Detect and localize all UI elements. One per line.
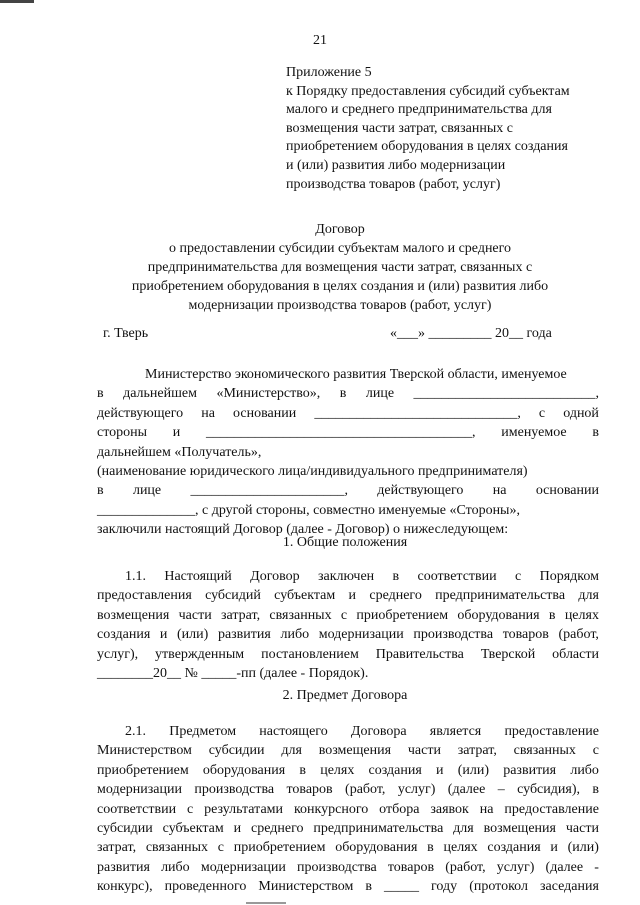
word: результатами [204,801,284,817]
word: субсидий [205,588,261,604]
word: лице [365,386,395,402]
word: на [479,801,494,817]
word: в [392,569,400,584]
recipient-representative-blank: ______________________, [190,483,348,499]
word: для [578,588,599,604]
word: с [592,743,599,759]
word: году [431,879,458,895]
appendix-block [286,64,616,194]
word: утвержденным [155,646,245,662]
word: Правительства [375,646,464,662]
word: оборудования [457,607,540,623]
word: – [497,782,505,798]
preamble-line: ______________, с другой стороны, совместно именуемые «Стороны», [97,502,520,518]
word: приобретением [356,607,449,623]
word: в [548,607,556,623]
word: на [201,405,215,421]
clause-line [97,567,599,586]
contract-place: г. Тверь [103,326,149,341]
word: предпринимательства [435,588,566,604]
word: (далее [447,782,486,798]
preamble-line [97,481,599,500]
section-2-body [97,722,599,897]
clause-line [97,741,599,760]
appendix-line: производства товаров (работ, услуг) [286,176,501,192]
word: и [348,588,357,604]
word: и [172,425,181,441]
preamble-line [97,404,599,423]
word: развития [217,627,271,643]
document-title [60,220,620,315]
word: именуемое [501,425,567,441]
word: затрат, [457,743,497,759]
clause-line [97,838,599,857]
word: целях [564,607,599,623]
contract-date: «___» _________ 20__ года [390,326,552,341]
word: оборудования [202,762,286,778]
word: является [429,724,482,739]
word: заявок [430,801,469,817]
word: в [97,483,104,499]
word: и [159,627,168,643]
word: товаров [502,627,549,643]
word: целях [443,840,478,856]
word: части [178,607,212,623]
word: в [299,762,306,778]
word: настоящего [259,724,328,739]
word: модернизации [318,627,404,643]
word: связанных [513,743,576,759]
preamble-line [97,423,599,442]
word: создания [97,627,151,643]
word: «Министерство», [216,386,321,402]
word: услуг) [397,782,436,798]
word: с [217,840,224,856]
word: конкурс), [97,879,153,895]
word: с [187,801,194,817]
title-line: предпринимательства для возмещения части затрат, связанных с [147,260,533,275]
preamble-line: заключили настоящий Договор (далее - Договор) о нижеследующем: [97,522,509,538]
word: лице [132,483,162,499]
title-line: модернизации производства товаров (работ, услуг) [188,298,492,313]
word: отбора [379,801,420,817]
preamble-line [97,384,599,403]
word: (работ, [445,859,486,875]
clause-line: ________20__ № _____-пп (далее - Порядок). [97,666,369,682]
clause-line [97,819,599,838]
word: Министерством [97,743,192,759]
scan-edge-mark [246,902,286,904]
recipient-blank: ______________________________________, [206,425,476,441]
clause-line [97,858,599,877]
section-1-heading: 1. Общие положения [282,535,408,550]
word: и [233,821,242,837]
word: товаров [387,859,435,875]
page-number: 21 [313,33,327,48]
clause-line [97,625,599,644]
scan-edge-mark [0,0,34,3]
title-line: приобретением оборудования в целях создания и (или) развития либо [131,279,549,294]
word: для [281,743,302,759]
word: с [515,569,522,584]
basis-blank: _____________________________, [314,405,521,421]
word: возмещения [97,607,170,623]
word: в [97,386,104,402]
word: области [552,646,599,662]
clause-line [97,780,599,799]
word: модернизации [97,782,182,798]
clause-number: 1.1. [125,569,146,584]
word: заключен [317,569,375,584]
word: связанных [145,840,209,856]
word: и [550,840,558,856]
word: на [492,483,507,499]
word: заседания [540,879,599,895]
clause-number: 2.1. [125,724,146,739]
word: одной [563,405,599,421]
word: соответствии [417,569,497,584]
word: целях [320,762,355,778]
preamble [97,365,599,540]
word: субъектам [274,588,336,604]
word: в [592,425,599,441]
clause-line [97,645,599,664]
word: Настоящий [164,569,232,584]
appendix-line: и (или) развития либо модернизации [286,157,506,173]
word: либо [161,859,190,875]
word: стороны [97,425,148,441]
word: в [365,879,372,895]
clause-line [97,606,599,625]
word: (работ, [345,782,386,798]
word: либо [280,627,310,643]
word: субсидии [97,821,153,837]
word: (или) [457,762,490,778]
section-2-heading: 2. Предмет Договора [282,688,408,703]
word: либо [570,762,599,778]
word: конкурсного [293,801,369,817]
preamble-line: Министерство экономического развития Тверской области, именуемое [145,367,567,382]
appendix-line: малого и среднего предпринимательства для [286,102,552,118]
word: оборудования [335,840,418,856]
word: в [339,386,347,402]
word: (далее [545,859,584,875]
appendix-line: Приложение 5 [286,65,372,80]
word: возмещения [318,743,392,759]
word: создания [368,762,422,778]
word: основании [233,405,297,421]
word: (или) [177,627,209,643]
word: с [538,405,546,421]
word: с [340,607,348,623]
word: затрат, [221,607,261,623]
word: (работ, [558,627,599,643]
word: связанных [269,607,332,623]
clause-line [97,586,599,605]
word: части [407,743,441,759]
word: для [453,821,474,837]
word: возмещения [483,821,556,837]
clause-line [97,761,599,780]
word: услуг) [496,859,535,875]
word: затрат, [97,840,137,856]
word: части [565,821,599,837]
year-blank: _____ [384,879,419,895]
clause-line [97,722,599,741]
word: среднего [369,588,422,604]
recipient-caption: (наименование юридического лица/индивидуального предпринимателя) [97,464,528,480]
word: постановлением [261,646,359,662]
appendix-line: к Порядку предоставления субсидий субъектам [286,83,570,99]
clause-line [97,800,599,819]
word: развития [97,859,150,875]
word: в [592,782,599,798]
word: создания [487,840,541,856]
word: производства [194,782,275,798]
word: проведенного [164,879,247,895]
word: предоставления [97,588,192,604]
word: Министерством [258,879,354,895]
word: Предметом [169,724,237,739]
word: субсидии [208,743,265,759]
word: Договор [250,569,300,584]
word: Порядком [539,569,599,584]
representative-blank: __________________________, [413,386,599,402]
appendix-line: приобретением оборудования в целях создания [286,139,568,155]
word: предоставление [504,801,599,817]
word: дальнейшем [123,386,197,402]
word: предпринимательства [313,821,444,837]
word: в [427,840,434,856]
word: развития [503,762,557,778]
title-line: о предоставлении субсидии субъектам малого и среднего [168,241,512,256]
clause-line [97,877,599,896]
word: Договора [350,724,407,739]
title-line: Договор [315,222,365,237]
word: субъектам [162,821,224,837]
word: субсидия), [517,782,580,798]
word: приобретением [233,840,326,856]
word: (протокол [469,879,528,895]
word: производства [413,627,494,643]
word: Тверской [480,646,536,662]
word: действующего [377,483,464,499]
word: приобретением [97,762,189,778]
word: предоставление [504,724,599,739]
word: и [436,762,444,778]
word: - [594,859,599,875]
word: (или) [567,840,599,856]
word: соответствии [97,801,177,817]
preamble-line: дальнейшем «Получатель», [97,444,262,460]
word: основании [535,483,599,499]
word: товаров [286,782,333,798]
word: услуг), [97,646,139,662]
appendix-line: возмещения части затрат, связанных с [286,120,513,136]
word: действующего [97,405,184,421]
section-1-body [97,567,599,683]
word: производства [296,859,377,875]
word: модернизации [200,859,286,875]
word: среднего [251,821,304,837]
